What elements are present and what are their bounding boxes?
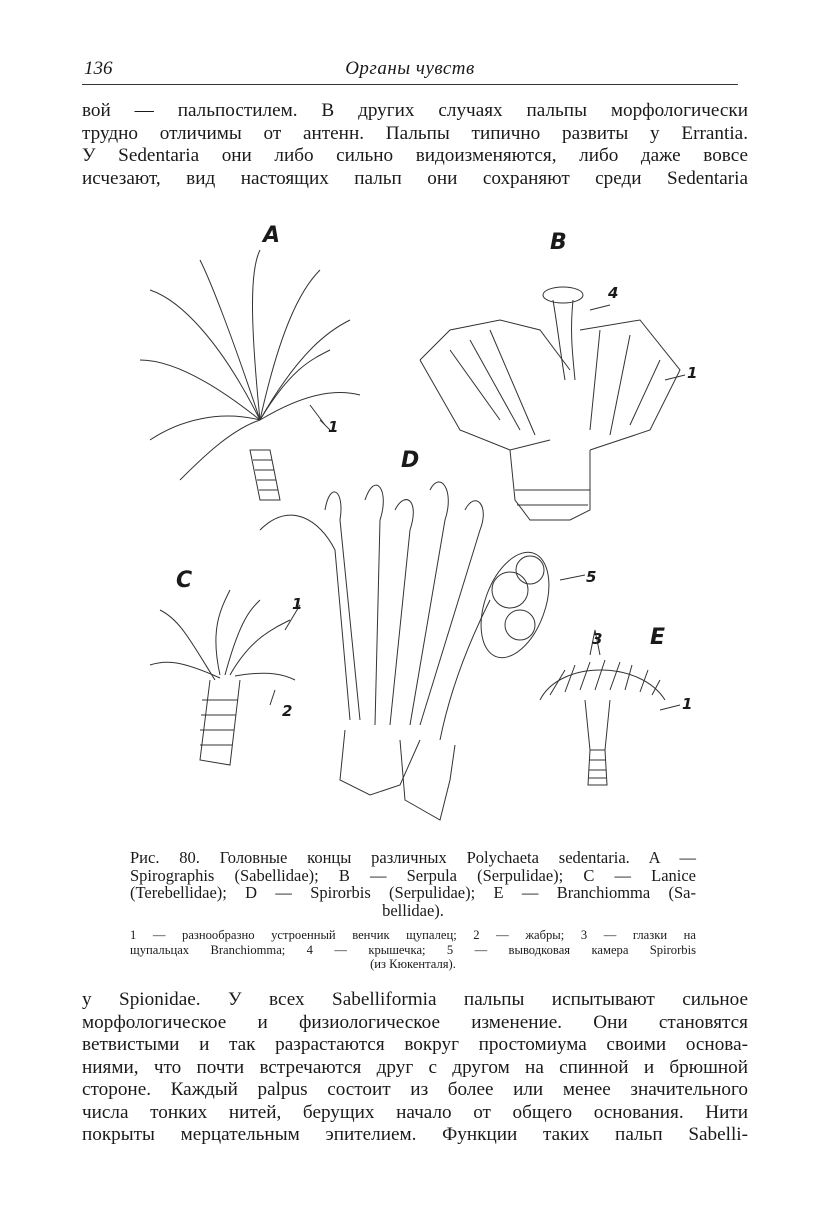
text-line: стороне. Каждый palpus состоит из более или менее значительного — [82, 1079, 748, 1100]
label-e-1: 1 — [682, 695, 693, 713]
label-b-4: 4 — [608, 284, 619, 302]
text-line: трудно отличимы от антенн. Пальпы типично развиты у Errantia. — [82, 122, 748, 144]
drawing-c-lanice — [150, 590, 295, 765]
caption-line: bellidae). — [382, 900, 444, 920]
figure-drawing — [120, 220, 720, 840]
panel-label-e: E — [650, 625, 666, 650]
page-header — [82, 58, 738, 82]
drawing-a-spirographis — [140, 250, 360, 500]
top-paragraph — [82, 100, 748, 190]
panel-label-c: C — [176, 568, 193, 593]
text-line: ветвистыми и так разрастаются вокруг простомиума своими основа- — [82, 1034, 748, 1055]
drawing-e-branchiomma — [540, 630, 680, 785]
bottom-paragraph — [82, 989, 748, 1147]
running-title: Органы чувств — [345, 58, 475, 79]
text-line: вой — пальпостилем. В других случаях пальпы морфологически — [82, 100, 748, 121]
legend-line: (из Кюкенталя). — [370, 957, 456, 971]
panel-label-b: B — [550, 230, 567, 255]
header-rule — [82, 84, 738, 85]
text-line: ниями, что почти встречаются друг с другом на спинной и брюшной — [82, 1056, 748, 1078]
legend-line: щупальцах Branchiomma; 4 — крышечка; 5 — выводковая камера Spirorbis — [130, 942, 696, 957]
text-line: покрыты мерцательным эпителием. Функции таких пальп Sabelli- — [82, 1124, 748, 1145]
page-number: 136 — [84, 58, 113, 79]
legend-line: 1 — разнообразно устроенный венчик щупалец; 2 — жабры; 3 — глазки на — [130, 928, 696, 942]
panel-label-a: A — [263, 223, 281, 248]
caption-line: Рис. 80. Головные концы различных Polychaeta sedentaria. A — — [130, 848, 696, 867]
text-line: у Spionidae. У всех Sabelliformia пальпы испытывают сильное — [82, 989, 748, 1010]
caption-line: (Terebellidae); D — Spirorbis (Serpulidae); E — Branchiomma (Sa- — [130, 883, 696, 902]
figure-illustration — [120, 220, 720, 840]
caption-line: Spirographis (Sabellidae); B — Serpula (Serpulidae); C — Lanice — [130, 865, 696, 885]
text-line: У Sedentaria они либо сильно видоизменяются, либо даже вовсе — [82, 145, 748, 166]
panel-label-d: D — [401, 448, 420, 473]
figure-legend — [130, 928, 696, 972]
label-a-1: 1 — [328, 418, 339, 436]
label-b-1: 1 — [687, 364, 698, 382]
text-line: числа тонких нитей, берущих начало от общего основания. Нити — [82, 1101, 748, 1123]
label-c-1: 1 — [292, 595, 303, 613]
label-e-3: 3 — [592, 630, 603, 648]
label-c-2: 2 — [282, 702, 293, 720]
text-line: морфологическое и физиологическое изменение. Они становятся — [82, 1011, 748, 1033]
text-line: исчезают, вид настоящих пальп они сохраняют среди Sedentaria — [82, 167, 748, 189]
label-d-5: 5 — [586, 568, 597, 586]
drawing-b-serpula — [420, 287, 680, 520]
drawing-d-spirorbis — [260, 482, 562, 820]
figure-caption — [130, 849, 696, 919]
